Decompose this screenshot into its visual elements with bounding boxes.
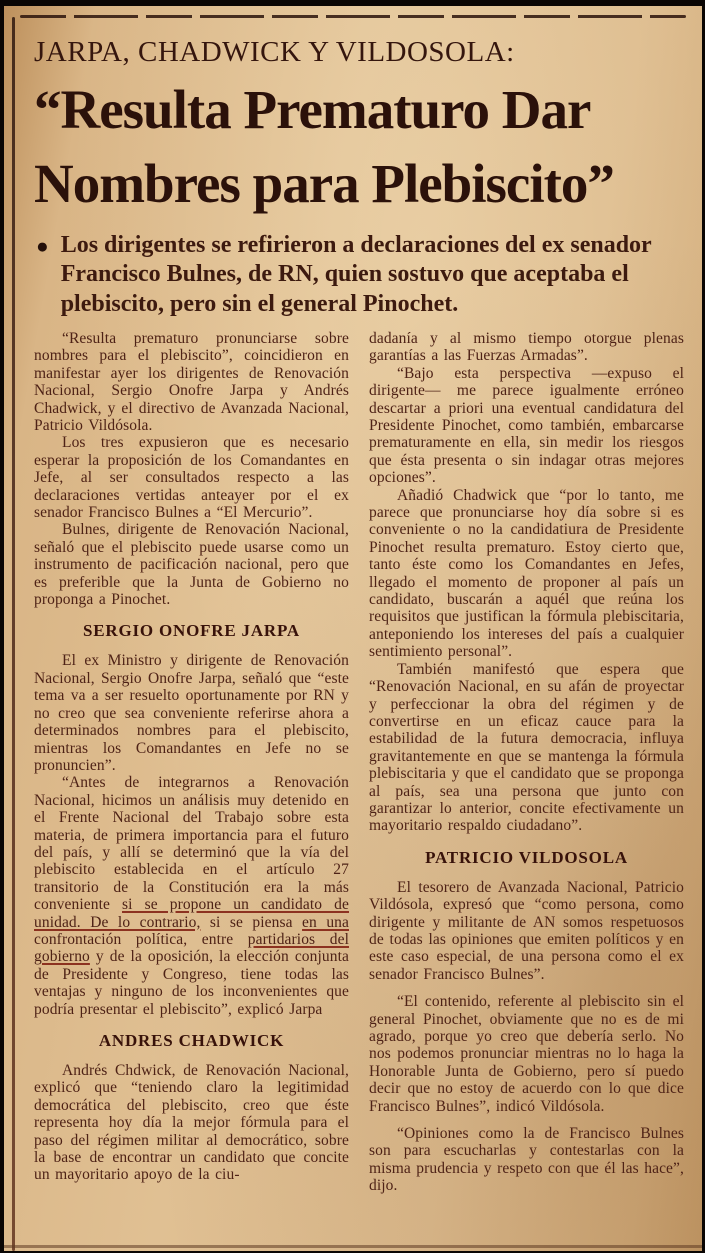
newspaper-clipping bbox=[4, 6, 702, 1251]
paragraph-text: Bulnes, dirigente de Renovación Nacional, señaló que el plebiscito puede usarse como un instrumento de pacificación nacional, pero que es preferible que la Junta de Gobierno no proponga a Pinochet. bbox=[34, 521, 349, 609]
paragraph-text: “Resulta prematuro pronunciarse sobre nombres para el plebiscito”, coincidieron en manifestar ayer los dirigentes de Renovación Nacional, Sergio Onofre Jarpa y Andrés Chadwick, y el directivo de Avanzada Nacional, Patricio Vildósola. bbox=[34, 329, 349, 434]
paragraph-text: El tesorero de Avanzada Nacional, Patricio Vildósola, expresó que “como persona, como dirigente y militante de AN somos respetuosos de todas las opiniones que emiten políticos y en este caso especial, de una persona como el ex senador Francisco Bulnes”. bbox=[369, 878, 684, 983]
left-column bbox=[34, 330, 349, 1195]
article-content bbox=[4, 6, 702, 1251]
right-column bbox=[369, 330, 684, 1195]
paragraph-text: Andrés Chdwick, de Renovación Nacional, explicó que “teniendo claro la legitimidad democrática del plebiscito, creo que éste representa hoy día la mejor fórmula para el paso del régimen militar al democrático, sobre la base de encontrar un candidato que concite un mayoritario apoyo de la ciu- bbox=[34, 1062, 349, 1184]
paragraph-text: y de la oposición, la elección conjunta de Presidente y Congreso, tiene todas las ventajas y ninguno de los inconvenientes que podría presentar el plebiscito”, explicó Jarpa bbox=[34, 948, 349, 1018]
paragraph-text: “Opiniones como la de Francisco Bulnes son para escucharlas y contestarlas con la misma prudencia y respeto con que él las hace”, dijo. bbox=[369, 1125, 684, 1195]
section-subhead: ANDRES CHADWICK bbox=[98, 1031, 285, 1050]
pen-underline-annotation: si se propone un candidato de unidad. De lo contrario, bbox=[34, 896, 349, 931]
kicker: JARPA, CHADWICK Y VILDOSOLA: bbox=[34, 36, 515, 68]
paragraph-text: dadanía y al mismo tiempo otorgue plenas garantías a las Fuerzas Armadas”. bbox=[369, 329, 684, 365]
section-subhead: SERGIO ONOFRE JARPA bbox=[82, 621, 300, 641]
lede bbox=[36, 231, 684, 320]
article-paragraph bbox=[369, 487, 684, 661]
article-paragraph bbox=[34, 434, 349, 521]
headline bbox=[34, 73, 684, 220]
article-paragraph bbox=[34, 1062, 349, 1184]
article-paragraph bbox=[369, 879, 684, 983]
paragraph-text: confrontación política, entre bbox=[34, 930, 248, 948]
article-paragraph bbox=[369, 1125, 684, 1195]
pen-underline-annotation: partidarios del gobierno bbox=[34, 930, 349, 966]
article-paragraph bbox=[369, 330, 684, 365]
bullet-icon: ● bbox=[36, 233, 49, 258]
article-paragraph bbox=[34, 521, 349, 608]
article-paragraph bbox=[369, 993, 684, 1115]
paragraph-text: “El contenido, referente al plebiscito sin el general Pinochet, obviamente que no es de mi agrado, porque yo creo que debería serlo. No nos podemos pronunciar mientras no lo haga la Honorable Junta de Gobierno, pero sí puedo decir que no estoy de acuerdo con lo que dice Francisco Bulnes”, indicó Vildósola. bbox=[369, 993, 684, 1115]
paragraph-text: El ex Ministro y dirigente de Renovación Nacional, Sergio Onofre Jarpa, señaló que “este tema va a ser resuelto oportunamente por RN y no creo que sea conveniente referirse ahora a determinados nombres para el plebiscito, mientras los Comandantes en Jefe no se pronuncien”. bbox=[34, 652, 349, 774]
body-columns bbox=[34, 330, 684, 1195]
lede-text: Los dirigentes se refirieron a declaraciones del ex senador Francisco Bulnes, de RN, quien sostuvo que aceptaba el plebiscito, pero sin el general Pinochet. bbox=[60, 231, 652, 318]
paragraph-text: si se piensa bbox=[200, 913, 303, 931]
headline-line-1: “Resulta Prematuro Dar bbox=[34, 79, 591, 141]
paragraph-text: Los tres expusieron que es necesario esperar la proposición de los Comandantes en Jefe, al ser consultados respecto a las declaraciones vertidas anteayer por el ex senador Francisco Bulnes a “El Mercurio”. bbox=[34, 434, 349, 522]
paragraph-text: También manifestó que espera que “Renovación Nacional, en su afán de proyectar y perfeccionar la obra del régimen y de convertirse en un eficaz cauce para la estabilidad de la futura democracia, influya gravitantemente en que se mantenga la fórmula plebiscitaria y que el candidato que se proponga al país, sea una persona que junto con garantizar lo anterior, concite efectivamente un mayoritario respaldo ciudadano”. bbox=[369, 660, 684, 835]
paragraph-text: Añadió Chadwick que “por lo tanto, me parece que pronunciarse hoy día sobre si es conveniente o no la candidatiura de Presidente Pinochet resulta prematuro. Estoy cierto que, tanto éste como los Comandantes en Jefes, llegado el momento de proponer al país un candidato, buscarán a aquél que reúna los requisitos que justifican la fórmula plebiscitaria, anteponiendo los intereses del país a cualquier sentimiento personal”. bbox=[369, 486, 684, 661]
article-paragraph bbox=[369, 365, 684, 487]
article-paragraph bbox=[34, 774, 349, 1018]
article-paragraph bbox=[34, 330, 349, 434]
pen-underline-annotation: en una bbox=[302, 913, 349, 931]
article-paragraph bbox=[34, 652, 349, 774]
section-subhead: PATRICIO VILDOSOLA bbox=[425, 847, 628, 867]
headline-line-2: Nombres para Plebiscito” bbox=[34, 153, 614, 215]
paragraph-text: “Bajo esta perspectiva —expuso el dirigente— me parece igualmente erróneo descartar a priori una eventual candidatura del Presidente Pinochet, como también, embarcarse prematuramente en ella, sin medir los riesgos que ésta presenta o sin indagar otras mejores opciones”. bbox=[369, 364, 684, 487]
article-paragraph bbox=[369, 661, 684, 835]
paragraph-text: “Antes de integrarnos a Renovación Nacional, hicimos un análisis muy detenido en el Frente Nacional del Trabajo sobre esta materia, de primera importancia para el futuro del país, y allí se determinó que la vía del plebiscito establecida en el artículo 27 transitorio de la Constitución era la más conveniente bbox=[34, 774, 349, 914]
